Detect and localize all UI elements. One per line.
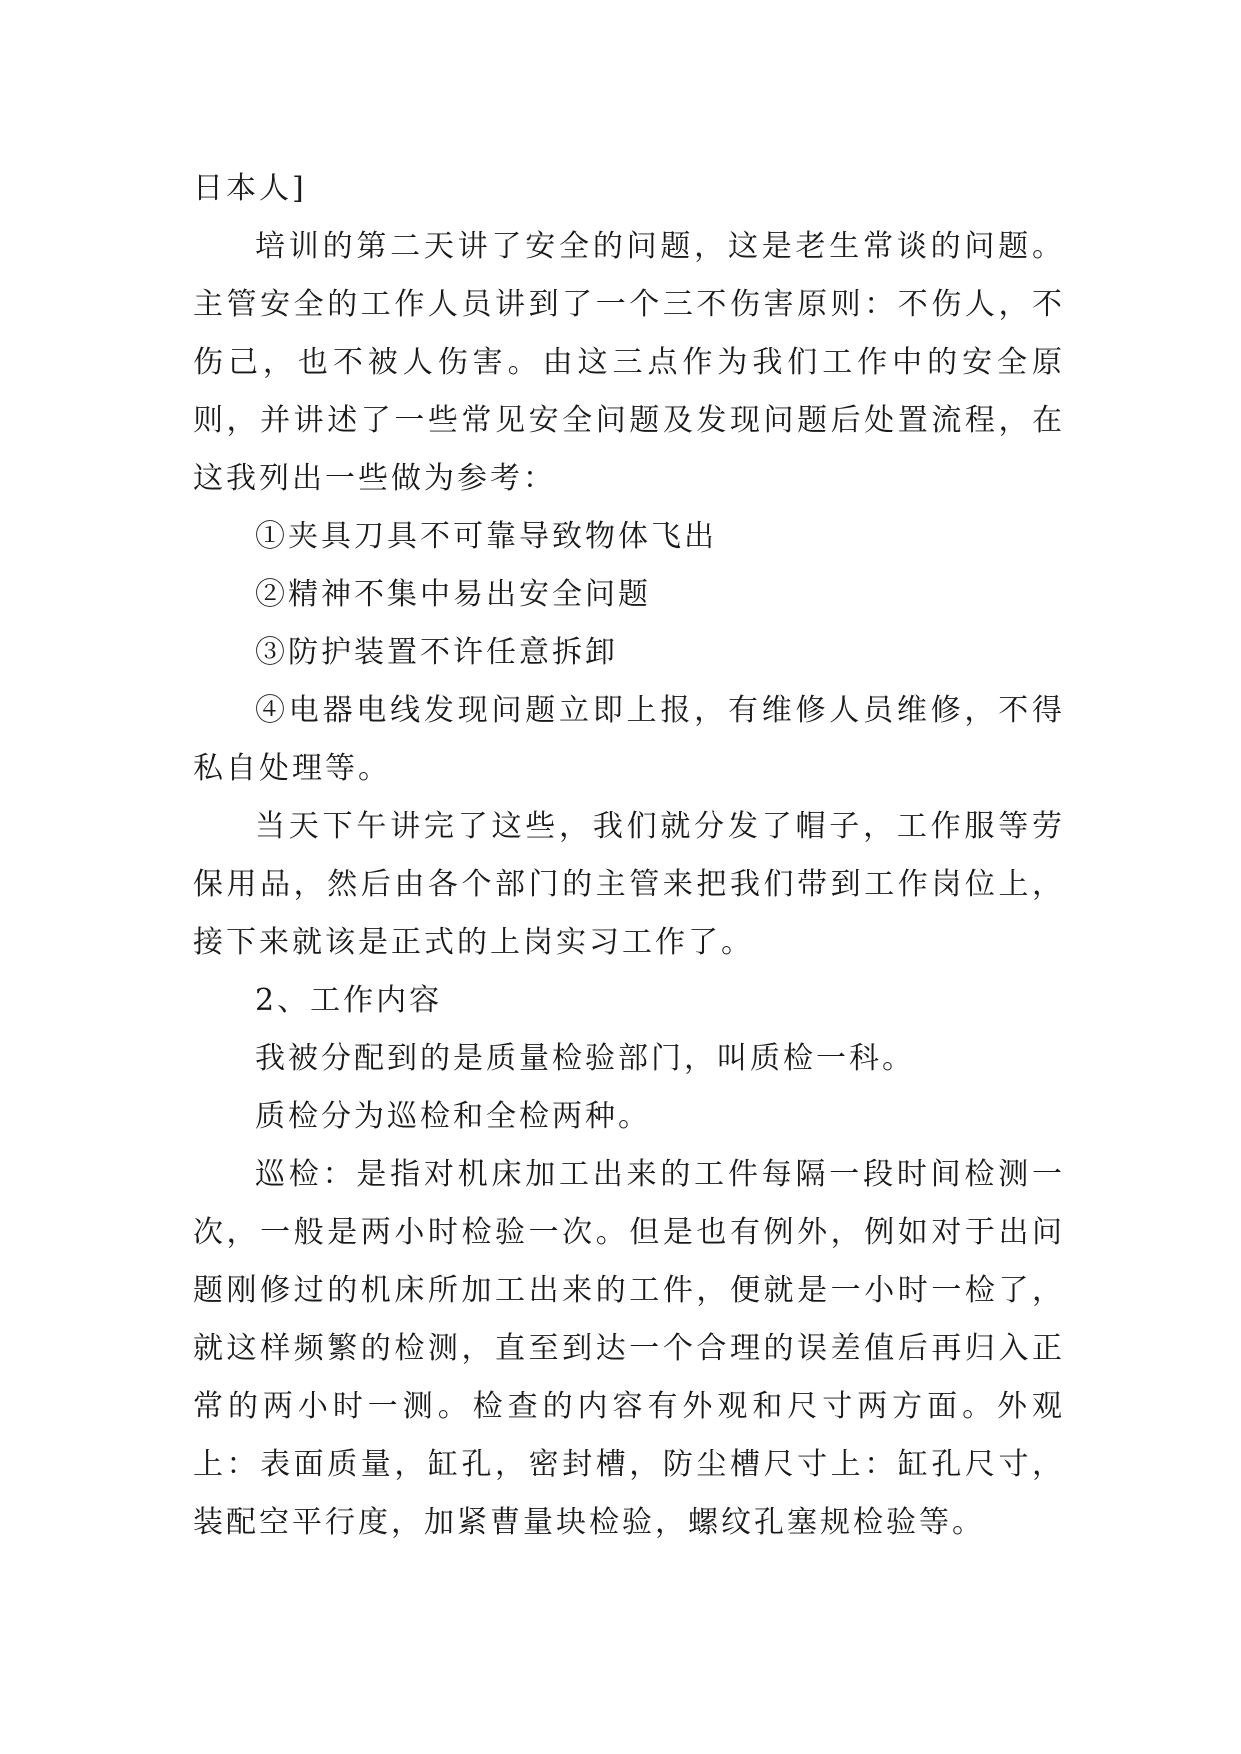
paragraph-inspection-types: 质检分为巡检和全检两种。 [255,1099,651,1134]
paragraph-continuation: 日本人] [193,171,307,206]
list-item-safety-2: ②精神不集中易出安全问题 [255,577,651,612]
section-heading-work-content: 2、工作内容 [255,983,443,1018]
paragraph-assignment: 我被分配到的是质量检验部门，叫质检一科。 [255,1041,915,1076]
list-item-safety-3: ③防护装置不许任意拆卸 [255,635,618,670]
paragraph-safety-training: 培训的第二天讲了安全的问题，这是老生常谈的问题。主管安全的工作人员讲到了一个三不伤害原则：不伤人，不伤己，也不被人伤害。由这三点作为我们工作中的安全原则，并讲述了一些常见安全问题及发现问题后处置流程，在这我列出一些做为参考： [193,229,1065,496]
list-item-safety-1: ①夹具刀具不可靠导致物体飞出 [255,519,717,554]
list-item-safety-4: ④电器电线发现问题立即上报，有维修人员维修，不得私自处理等。 [193,693,1065,786]
paragraph-patrol-inspection: 巡检：是指对机床加工出来的工件每隔一段时间检测一次，一般是两小时检验一次。但是也有例外，例如对于出问题刚修过的机床所加工出来的工件，便就是一小时一检了，就这样频繁的检测，直至到达一个合理的误差值后再归入正常的两小时一测。检查的内容有外观和尺寸两方面。外观上：表面质量，缸孔，密封槽，防尘槽尺寸上：缸孔尺寸，装配空平行度，加紧曹量块检验，螺纹孔塞规检验等。 [193,1157,1065,1540]
paragraph-afternoon: 当天下午讲完了这些，我们就分发了帽子，工作服等劳保用品，然后由各个部门的主管来把我们带到工作岗位上，接下来就该是正式的上岗实习工作了。 [193,809,1065,960]
document-body [193,160,1065,1552]
